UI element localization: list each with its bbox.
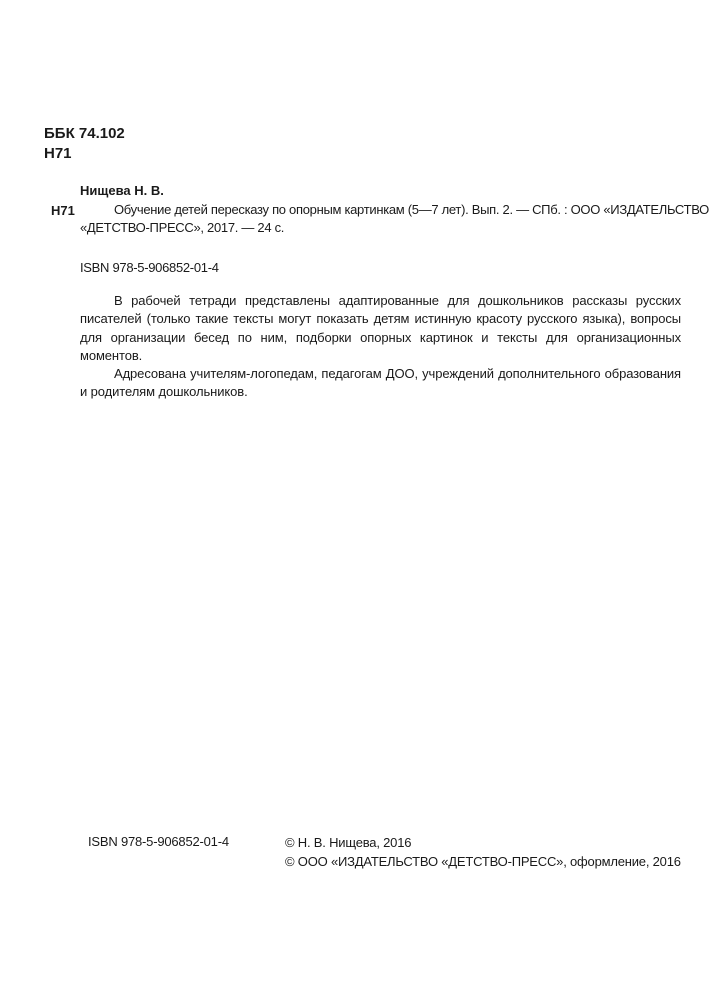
abstract-paragraph-1: В рабочей тетради представлены адаптированные для дошкольников рассказы русских писателей (только такие тексты могут показать детям истинную красоту русского языка), вопросы для организации бесед по ним, подборки опорных картинок и тексты для организационных моментов. — [80, 293, 681, 363]
copyright-author: © Н. В. Нищева, 2016 — [285, 835, 412, 850]
bibliographic-line-1: Обучение детей пересказу по опорным картинкам (5—7 лет). Вып. 2. — СПб. : ООО «ИЗДАТЕЛЬСТВО — [114, 202, 709, 217]
copyright-block — [285, 834, 681, 871]
footer-isbn: ISBN 978-5-906852-01-4 — [88, 834, 229, 849]
bbk-code: ББК 74.102 — [44, 125, 125, 142]
bibliographic-line-2: «ДЕТСТВО-ПРЕСС», 2017. — 24 с. — [80, 220, 285, 235]
copyright-publisher: © ООО «ИЗДАТЕЛЬСТВО «ДЕТСТВО-ПРЕСС», оформление, 2016 — [285, 853, 681, 869]
author-code: Н71 — [51, 203, 75, 218]
author-mark: Н71 — [44, 145, 72, 162]
abstract — [80, 292, 681, 402]
bibliographic-description — [80, 201, 709, 237]
abstract-paragraph-2: Адресована учителям-логопедам, педагогам ДОО, учреждений дополнительного образования и родителям дошкольников. — [80, 366, 681, 400]
isbn-line: ISBN 978-5-906852-01-4 — [80, 260, 219, 275]
author-name: Нищева Н. В. — [80, 183, 164, 198]
classification-block — [44, 124, 125, 164]
